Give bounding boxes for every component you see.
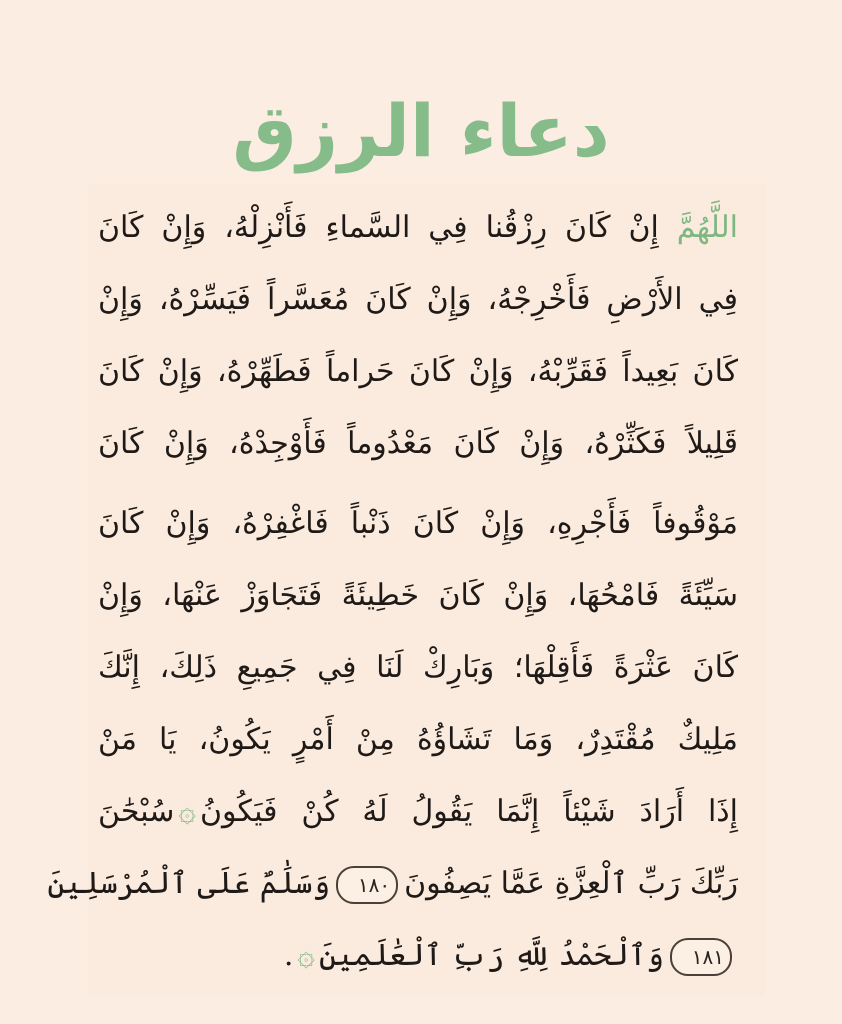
text-line-9: [98, 776, 738, 848]
text-line-2: [98, 264, 738, 336]
line-text: فِي الأَرْضِ فَأَخْرِجْهُ، وَإِنْ كَانَ مُعَسَّراً فَيَسِّرْهُ، وَإِنْ: [98, 282, 738, 317]
text-line-3: [98, 336, 738, 408]
text-line-4: [98, 408, 738, 480]
line-text: مَلِيكٌ مُقْتَدِرٌ، وَمَا تَشَاؤُهُ مِنْ أَمْرٍ يَكُونُ، يَا مَنْ: [98, 722, 738, 757]
text-line-11: [98, 920, 738, 992]
page-title: دعاء الرزق: [232, 89, 610, 174]
rub-el-hizb-icon: ۞: [178, 794, 196, 829]
text-line-1: [98, 192, 738, 264]
verse-number-badge: ١٨٠: [336, 866, 398, 904]
text-line-10: [47, 848, 738, 920]
line-text-continued: سُبْحَٰنَ: [98, 794, 175, 829]
text-line-8: [98, 704, 738, 776]
line-text: كَانَ بَعِيداً فَقَرِّبْهُ، وَإِنْ كَانَ حَراماً فَطَهِّرْهُ، وَإِنْ كَانَ: [98, 354, 738, 389]
text-line-6: [98, 560, 738, 632]
line-text: إِنْ كَانَ رِزْقُنا فِي السَّماءِ فَأَنْزِلْهُ، وَإِنْ كَانَ: [98, 210, 677, 245]
line-text: قَلِيلاً فَكَثِّرْهُ، وَإِنْ كَانَ مَعْدُوماً فَأَوْجِدْهُ، وَإِنْ كَانَ: [98, 426, 738, 461]
line-text: وَٱلْحَمْدُ لِلَّهِ رَبِّ ٱلْعَٰلَمِينَ: [318, 938, 664, 973]
text-line-7: [98, 632, 738, 704]
verse-number-badge: ١٨١: [670, 938, 732, 976]
dua-body: [47, 192, 738, 992]
line-text: مَوْقُوفاً فَأَجْرِهِ، وَإِنْ كَانَ ذَنْباً فَاغْفِرْهُ، وَإِنْ كَانَ: [98, 506, 738, 541]
line-text: سَيِّئَةً فَامْحُهَا، وَإِنْ كَانَ خَطِيئَةً فَتَجَاوَزْ عَنْهَا، وَإِنْ: [98, 578, 738, 613]
line-text: إِذَا أَرَادَ شَيْئاً إِنَّمَا يَقُولُ لَهُ كُنْ فَيَكُونُ: [199, 794, 738, 829]
text-line-5: [98, 488, 738, 560]
line-end-mark: .: [283, 938, 294, 973]
accent-word: اللَّهُمَّ: [676, 210, 738, 245]
line-text: كَانَ عَثْرَةً فَأَقِلْهَا؛ وَبَارِكْ لَنَا فِي جَمِيعِ ذَلِكَ، إِنَّكَ: [98, 650, 738, 685]
rub-el-hizb-icon: ۞: [297, 938, 315, 973]
line-text: رَبِّكَ رَبِّ ٱلْعِزَّةِ عَمَّا يَصِفُونَ: [404, 866, 738, 901]
line-text-continued: وَسَلَٰمٌ عَلَى ٱلْمُرْسَلِينَ: [47, 866, 331, 901]
